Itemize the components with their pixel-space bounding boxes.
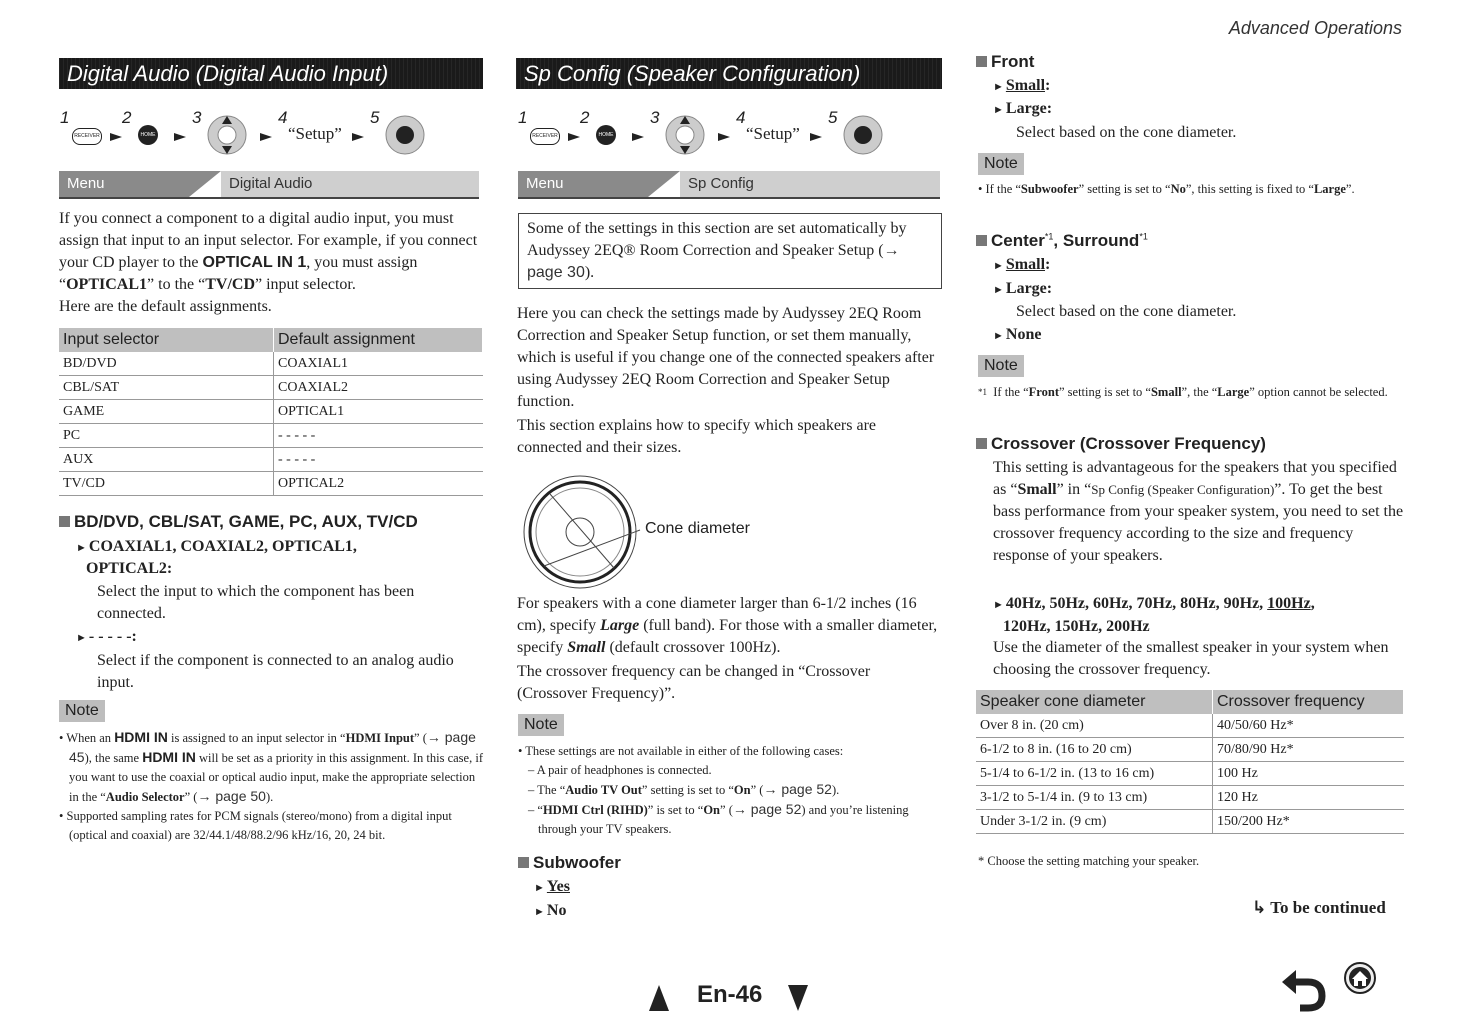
option-no: ► No [534,902,567,919]
home-button-icon: HOME [596,125,616,145]
step-number: 3 [650,108,660,127]
table-header: Crossover frequency [1213,690,1404,714]
table-cell: 6-1/2 to 8 in. (16 to 20 cm) [976,738,1213,762]
step-number: 2 [122,108,132,127]
table-cell: TV/CD [59,472,274,496]
table-cell: 70/80/90 Hz* [1213,738,1404,762]
note-badge: Note [978,153,1024,175]
setup-label: “Setup” [746,124,800,143]
caret-icon: ► [993,260,1004,272]
note-item: • When an HDMI IN is assigned to an input selector in “HDMI Input” (→ page 45), the same HDMI IN will be set as a priority in this assignment. In this case, if you want to use the coaxial or optical audio input, make the appropriate selection in the “Audio Selector” (→ page 50). [59,729,483,804]
table-header-row [59,328,483,352]
option-description: Select based on the cone diameter. [1016,303,1237,320]
crossover-reference: The crossover frequency can be changed in “Crossover (Crossover Frequency)”. [517,663,871,702]
step-number: 3 [192,108,202,127]
arrow-icon [174,133,186,141]
menu-item-label: Digital Audio [221,171,479,197]
arrow-icon [718,133,730,141]
note-item: • If the “Subwoofer” setting is set to “No”, this setting is fixed to “Large”. [978,182,1355,196]
page-52-link[interactable]: → page 52 [763,781,832,797]
option-description: Select the input to which the component has been connected. [97,583,415,622]
page-45-link[interactable]: → page 45 [69,729,476,765]
note-list [59,728,485,845]
table-cell: 100 Hz [1213,762,1404,786]
option-small: ► Small: [993,256,1051,273]
cursor-pad-enter-icon [842,114,884,156]
note-subitem: – The “Audio TV Out” setting is set to “On” (→ page 52). [528,781,840,797]
arrow-icon [260,133,272,141]
option-large: ► Large: [993,100,1053,117]
step-number: 5 [828,108,838,127]
step-number: 4 [278,108,288,127]
menu-divider [189,171,221,197]
table-header: Default assignment [274,328,483,352]
option-none: ► None [993,326,1042,343]
table-footnote: * Choose the setting matching your speaker. [978,854,1200,868]
menu-path [59,171,479,197]
step-number: 4 [736,108,746,127]
continued-label: ↳ To be continued [1252,898,1386,918]
caret-icon: ► [993,81,1004,93]
section-header: Advanced Operations [1228,18,1402,38]
caret-icon: ► [993,284,1004,296]
divider [59,197,479,199]
caret-icon: ► [993,104,1004,116]
menu-label: Menu [518,171,648,197]
table-row [59,400,483,424]
cone-size-paragraph: For speakers with a cone diameter larger than 6-1/2 inches (16 cm), specify Large (full band). For those with a smaller diameter, specify Small (default crossover 100Hz). [517,595,938,656]
table-cell: CBL/SAT [59,376,274,400]
navigation-steps [60,108,480,158]
table-row [976,786,1404,810]
receiver-button-icon: RECEIVER [72,128,102,145]
crossover-paragraph: This setting is advantageous for the speakers that you specified as “Small” in “Sp Config (Speaker Configuration)”. To get the best bass performance from your speaker system, you need to set the crossover frequency according to the size and frequency response of your speakers. [993,459,1404,564]
crossover-table [976,690,1404,834]
note-subitem: – A pair of headphones is connected. [528,763,712,777]
table-header: Input selector [59,328,274,352]
table-cell: OPTICAL1 [274,400,483,424]
table-cell: BD/DVD [59,352,274,376]
crossover-tip: Use the diameter of the smallest speaker in your system when choosing the crossover frequency. [993,639,1389,678]
table-cell: - - - - - [274,424,483,448]
navigation-steps [518,108,938,158]
step-number: 5 [370,108,380,127]
table-row [59,424,483,448]
page-number: En-46 [697,981,763,1008]
table-cell: COAXIAL1 [274,352,483,376]
table-row [976,738,1404,762]
subheading-crossover: Crossover (Crossover Frequency) [976,434,1266,454]
next-page-icon[interactable] [788,985,808,1011]
menu-path [518,171,940,197]
cone-diameter-label: Cone diameter [645,520,750,537]
subheading-center-surround: Center$^{*1}$, Surround$^{*1}$ [976,231,1148,251]
menu-label: Menu [59,171,189,197]
intro-paragraph: If you connect a component to a digital audio input, you must assign that input to an input selector. For example, if you connect your CD player to the OPTICAL IN 1, you must assign “OPTICAL1” to the “TV/CD” input selector. Here are the default assignments. [59,210,478,315]
arrow-icon [568,133,580,141]
option-large: ► Large: [993,280,1053,297]
step-number: 1 [60,108,70,127]
table-cell: Under 3-1/2 in. (9 cm) [976,810,1213,834]
page-52-link[interactable]: → page 52 [732,801,802,817]
home-button-icon: HOME [138,125,158,145]
table-cell: - - - - - [274,448,483,472]
note-item: • These settings are not available in either of the following cases: [518,744,844,758]
sp-config-paragraph: This section explains how to specify which speakers are connected and their sizes. [517,417,877,456]
cursor-pad-enter-icon [384,114,426,156]
page-30-link[interactable]: → page 30 [527,242,900,281]
table-row [59,352,483,376]
table-header-row [976,690,1404,714]
home-icon[interactable] [1344,962,1376,994]
table-cell: 120 Hz [1213,786,1404,810]
caret-icon: ► [993,330,1004,342]
setup-label: “Setup” [288,124,342,143]
section-banner-digital-audio: Digital Audio (Digital Audio Input) [59,58,483,89]
table-header: Speaker cone diameter [976,690,1213,714]
menu-item-label: Sp Config [680,171,940,197]
table-row [59,472,483,496]
note-badge: Note [518,714,564,736]
table-row [976,762,1404,786]
note-item: $^{*1}$ If the “Front” setting is set to “Small”, the “Large” option cannot be selected. [978,385,1388,399]
default-assignment-table [59,328,483,496]
table-cell: OPTICAL2 [274,472,483,496]
note-list [518,742,944,839]
arrow-icon [110,133,122,141]
subheading-front: Front [976,52,1034,72]
caret-icon: ► [534,882,545,894]
table-cell: COAXIAL2 [274,376,483,400]
section-banner-sp-config: Sp Config (Speaker Configuration) [516,58,942,89]
option-description: Select if the component is connected to an analog audio input. [97,652,454,691]
table-row [59,448,483,472]
table-cell: 40/50/60 Hz* [1213,714,1404,738]
arrow-icon [632,133,644,141]
arrow-icon [810,133,822,141]
table-cell: 3-1/2 to 5-1/4 in. (9 to 13 cm) [976,786,1213,810]
table-cell: Over 8 in. (20 cm) [976,714,1213,738]
subheading-subwoofer: Subwoofer [518,853,621,873]
note-subitem: – “HDMI Ctrl (RIHD)” is set to “On” (→ page 52) and you’re listening through your TV speakers. [528,801,909,836]
option-yes: ► Yes [534,878,570,895]
back-icon[interactable] [1280,968,1328,1012]
menu-divider [648,171,680,197]
note-badge: Note [978,355,1024,377]
subheading-inputs: BD/DVD, CBL/SAT, GAME, PC, AUX, TV/CD [59,512,418,532]
table-cell: 5-1/4 to 6-1/2 in. (13 to 16 cm) [976,762,1213,786]
auto-settings-box: Some of the settings in this section are set automatically by Audyssey 2EQ® Room Correction and Speaker Setup (→ page 30). [518,213,942,289]
caret-icon: ► [993,599,1004,611]
continue-arrow-icon: ↳ [1252,898,1267,918]
table-cell: 150/200 Hz* [1213,810,1404,834]
table-cell: AUX [59,448,274,472]
option-small: ► Small: [993,77,1051,94]
caret-icon: ► [534,906,545,918]
table-cell: PC [59,424,274,448]
caret-icon: ► [76,542,87,554]
table-row [59,376,483,400]
cursor-pad-icon [206,114,248,156]
option-none: ► - - - - -: [76,628,137,645]
option-continued: OPTICAL2: [86,560,173,577]
arrow-icon [352,133,364,141]
step-number: 1 [518,108,528,127]
caret-icon: ► [76,632,87,644]
table-row [976,714,1404,738]
previous-page-icon[interactable] [649,985,669,1011]
option-coaxial-optical: ► COAXIAL1, COAXIAL2, OPTICAL1, [76,538,357,555]
table-cell: GAME [59,400,274,424]
sp-config-paragraph: Here you can check the settings made by Audyssey 2EQ Room Correction and Speaker Setup function, or set them manually, which is useful if you change one of the connected speakers after using Audyssey 2EQ Room Correction and Speaker Setup function. [517,305,935,410]
note-item: • Supported sampling rates for PCM signals (stereo/mono) from a digital input (optical and coaxial) are 32/44.1/48/88.2/96 kHz/16, 20, 24 bit. [59,809,452,842]
page-50-link[interactable]: → page 50 [197,788,266,804]
note-badge: Note [59,700,105,722]
option-description: Select based on the cone diameter. [1016,124,1237,141]
divider [518,197,940,199]
table-row [976,810,1404,834]
receiver-button-icon: RECEIVER [530,128,560,145]
step-number: 2 [580,108,590,127]
cursor-pad-icon [664,114,706,156]
option-frequencies: ► 40Hz, 50Hz, 60Hz, 70Hz, 80Hz, 90Hz, 100Hz, 120Hz, 150Hz, 200Hz [993,595,1315,635]
